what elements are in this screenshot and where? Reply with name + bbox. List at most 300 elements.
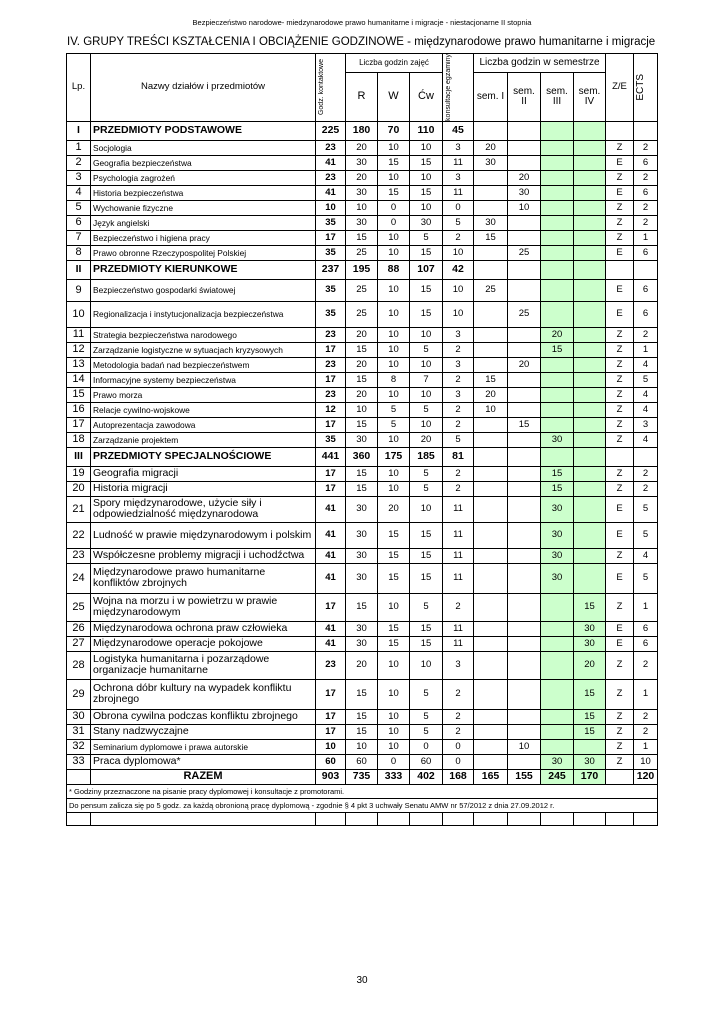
hours-r: 10 xyxy=(346,200,378,215)
exam-type: Z xyxy=(606,387,634,402)
contact-hours: 23 xyxy=(316,387,346,402)
total-s2: 155 xyxy=(508,769,541,784)
subject-name: Ludność w prawie międzynarodowym i polskim xyxy=(91,522,316,548)
section-cw: 107 xyxy=(410,260,443,279)
hours-cw: 10 xyxy=(410,327,443,342)
semester-1 xyxy=(474,342,508,357)
table-row xyxy=(67,372,658,387)
subject-name: Socjologia xyxy=(91,140,316,155)
contact-hours: 23 xyxy=(316,357,346,372)
hours-r: 30 xyxy=(346,155,378,170)
exam-type: Z xyxy=(606,709,634,724)
hours-w: 10 xyxy=(378,593,410,621)
hours-r: 15 xyxy=(346,481,378,496)
hours-r: 15 xyxy=(346,230,378,245)
subject-name: Geografia bezpieczeństwa xyxy=(91,155,316,170)
row-number: 30 xyxy=(67,709,91,724)
page-number: 30 xyxy=(356,975,368,986)
ects-points: 2 xyxy=(634,327,658,342)
contact-hours: 12 xyxy=(316,402,346,417)
table-row xyxy=(67,651,658,679)
total-ects: 120 xyxy=(634,769,658,784)
semester-2 xyxy=(508,548,541,563)
hours-w: 10 xyxy=(378,301,410,327)
table-row xyxy=(67,387,658,402)
contact-hours: 35 xyxy=(316,279,346,301)
semester-4 xyxy=(574,245,606,260)
subject-name: Międzynarodowe prawo humanitarne konfliktów zbrojnych xyxy=(91,563,316,593)
contact-hours: 17 xyxy=(316,724,346,739)
exam-type: E xyxy=(606,301,634,327)
semester-2 xyxy=(508,432,541,447)
section-name: PRZEDMIOTY SPECJALNOŚCIOWE xyxy=(91,447,316,466)
semester-1 xyxy=(474,496,508,522)
hours-r: 15 xyxy=(346,417,378,432)
contact-hours: 17 xyxy=(316,372,346,387)
contact-hours: 10 xyxy=(316,739,346,754)
semester-4 xyxy=(574,140,606,155)
hours-k: 0 xyxy=(443,739,474,754)
subject-name: Międzynarodowe operacje pokojowe xyxy=(91,636,316,651)
row-number: 13 xyxy=(67,357,91,372)
semester-2 xyxy=(508,481,541,496)
subject-name: Bezpieczeństwo i higiena pracy xyxy=(91,230,316,245)
hours-r: 15 xyxy=(346,466,378,481)
semester-1 xyxy=(474,548,508,563)
hours-r: 15 xyxy=(346,372,378,387)
subject-name: Metodologia badań nad bezpieczeństwem xyxy=(91,357,316,372)
semester-2: 15 xyxy=(508,417,541,432)
ze-cell xyxy=(606,260,634,279)
table-row xyxy=(67,140,658,155)
semester-3 xyxy=(541,724,574,739)
hours-cw: 15 xyxy=(410,636,443,651)
section-number: I xyxy=(67,121,91,140)
hours-cw: 15 xyxy=(410,155,443,170)
row-number: 33 xyxy=(67,754,91,769)
semester-1: 10 xyxy=(474,402,508,417)
row-number: 18 xyxy=(67,432,91,447)
hours-k: 10 xyxy=(443,301,474,327)
semester-3 xyxy=(541,357,574,372)
empty-cell xyxy=(410,812,443,825)
semester-2 xyxy=(508,636,541,651)
row-number: 19 xyxy=(67,466,91,481)
exam-type: Z xyxy=(606,372,634,387)
semester-1 xyxy=(474,327,508,342)
semester-4 xyxy=(574,548,606,563)
table-row xyxy=(67,417,658,432)
hours-k: 10 xyxy=(443,245,474,260)
hours-w: 0 xyxy=(378,754,410,769)
hours-k: 11 xyxy=(443,496,474,522)
hours-k: 0 xyxy=(443,754,474,769)
col-godz: Godz. kontaktowe xyxy=(316,54,346,122)
hours-cw: 5 xyxy=(410,342,443,357)
subject-name: Historia bezpieczeństwa xyxy=(91,185,316,200)
subject-name: Zarządzanie logistyczne w sytuacjach kryzysowych xyxy=(91,342,316,357)
semester-4 xyxy=(574,185,606,200)
hours-k: 3 xyxy=(443,170,474,185)
total-godz: 903 xyxy=(316,769,346,784)
col-ze: Z/E xyxy=(606,54,634,122)
semester-1 xyxy=(474,417,508,432)
footnote-row xyxy=(67,784,658,798)
hours-w: 10 xyxy=(378,230,410,245)
subject-name: Wojna na morzu i w powietrzu w prawie międzynarodowym xyxy=(91,593,316,621)
exam-type: Z xyxy=(606,724,634,739)
ze-cell xyxy=(606,447,634,466)
hours-w: 8 xyxy=(378,372,410,387)
sem-cell xyxy=(541,121,574,140)
hours-cw: 15 xyxy=(410,279,443,301)
table-row xyxy=(67,621,658,636)
empty-cell xyxy=(508,812,541,825)
table-row xyxy=(67,496,658,522)
hours-cw: 15 xyxy=(410,563,443,593)
subject-name: Relacje cywilno-wojskowe xyxy=(91,402,316,417)
row-number: 16 xyxy=(67,402,91,417)
ects-points: 6 xyxy=(634,636,658,651)
table-row xyxy=(67,155,658,170)
semester-3 xyxy=(541,140,574,155)
hours-r: 30 xyxy=(346,215,378,230)
section-cw: 110 xyxy=(410,121,443,140)
semester-4 xyxy=(574,215,606,230)
semester-2 xyxy=(508,522,541,548)
hours-w: 10 xyxy=(378,724,410,739)
table-row xyxy=(67,709,658,724)
semester-3: 30 xyxy=(541,432,574,447)
semester-4 xyxy=(574,279,606,301)
ects-points: 6 xyxy=(634,185,658,200)
table-row xyxy=(67,200,658,215)
semester-3 xyxy=(541,402,574,417)
col-sem2: sem. II xyxy=(508,73,541,122)
semester-3 xyxy=(541,372,574,387)
ects-points: 2 xyxy=(634,200,658,215)
hours-r: 20 xyxy=(346,387,378,402)
hours-cw: 60 xyxy=(410,754,443,769)
section-name: PRZEDMIOTY PODSTAWOWE xyxy=(91,121,316,140)
table-row xyxy=(67,593,658,621)
sem-cell xyxy=(474,121,508,140)
hours-k: 2 xyxy=(443,593,474,621)
exam-type: Z xyxy=(606,432,634,447)
hours-k: 11 xyxy=(443,185,474,200)
row-number: 27 xyxy=(67,636,91,651)
hours-w: 10 xyxy=(378,245,410,260)
hours-cw: 15 xyxy=(410,621,443,636)
subject-name: Strategia bezpieczeństwa narodowego xyxy=(91,327,316,342)
hours-cw: 15 xyxy=(410,185,443,200)
exam-type: Z xyxy=(606,200,634,215)
empty-row xyxy=(67,812,658,825)
hours-cw: 5 xyxy=(410,724,443,739)
table-row xyxy=(67,327,658,342)
subject-name: Logistyka humanitarna i pozarządowe organizacje humanitarne xyxy=(91,651,316,679)
table-row xyxy=(67,739,658,754)
empty-cell xyxy=(541,812,574,825)
exam-type: E xyxy=(606,245,634,260)
hours-k: 3 xyxy=(443,140,474,155)
contact-hours: 35 xyxy=(316,215,346,230)
subject-name: Międzynarodowa ochrona praw człowieka xyxy=(91,621,316,636)
col-r: R xyxy=(346,73,378,122)
section-r: 195 xyxy=(346,260,378,279)
hours-r: 30 xyxy=(346,432,378,447)
contact-hours: 17 xyxy=(316,417,346,432)
col-konsultacje: konsultacje egzaminy xyxy=(443,54,474,122)
ects-points: 1 xyxy=(634,739,658,754)
hours-k: 2 xyxy=(443,402,474,417)
contact-hours: 41 xyxy=(316,621,346,636)
row-number: 15 xyxy=(67,387,91,402)
hours-k: 2 xyxy=(443,230,474,245)
semester-4 xyxy=(574,327,606,342)
semester-4: 15 xyxy=(574,593,606,621)
exam-type: E xyxy=(606,563,634,593)
hours-cw: 10 xyxy=(410,651,443,679)
ects-points: 2 xyxy=(634,140,658,155)
hours-r: 15 xyxy=(346,679,378,709)
hours-r: 10 xyxy=(346,402,378,417)
semester-4 xyxy=(574,372,606,387)
empty-cell xyxy=(443,812,474,825)
semester-2 xyxy=(508,327,541,342)
semester-2 xyxy=(508,215,541,230)
hours-cw: 5 xyxy=(410,466,443,481)
hours-k: 5 xyxy=(443,215,474,230)
semester-4: 30 xyxy=(574,621,606,636)
hours-r: 30 xyxy=(346,548,378,563)
total-s4: 170 xyxy=(574,769,606,784)
contact-hours: 35 xyxy=(316,301,346,327)
exam-type: Z xyxy=(606,327,634,342)
section-k: 45 xyxy=(443,121,474,140)
section-godz: 225 xyxy=(316,121,346,140)
row-number: 26 xyxy=(67,621,91,636)
ects-points: 3 xyxy=(634,417,658,432)
table-row xyxy=(67,215,658,230)
exam-type: Z xyxy=(606,651,634,679)
semester-1 xyxy=(474,245,508,260)
semester-1 xyxy=(474,621,508,636)
ects-points: 1 xyxy=(634,593,658,621)
ects-points: 4 xyxy=(634,548,658,563)
ects-points: 1 xyxy=(634,342,658,357)
semester-4 xyxy=(574,432,606,447)
subject-name: Zarządzanie projektem xyxy=(91,432,316,447)
sem-cell xyxy=(474,447,508,466)
semester-3 xyxy=(541,170,574,185)
semester-2 xyxy=(508,279,541,301)
table-row xyxy=(67,301,658,327)
contact-hours: 17 xyxy=(316,481,346,496)
semester-3 xyxy=(541,636,574,651)
semester-4 xyxy=(574,481,606,496)
contact-hours: 17 xyxy=(316,679,346,709)
semester-1 xyxy=(474,563,508,593)
contact-hours: 17 xyxy=(316,230,346,245)
table-row xyxy=(67,170,658,185)
semester-2 xyxy=(508,679,541,709)
table-row xyxy=(67,342,658,357)
semester-3: 15 xyxy=(541,466,574,481)
row-number: 20 xyxy=(67,481,91,496)
hours-k: 5 xyxy=(443,432,474,447)
ects-points: 6 xyxy=(634,301,658,327)
semester-2 xyxy=(508,372,541,387)
empty-cell xyxy=(474,812,508,825)
hours-k: 3 xyxy=(443,357,474,372)
hours-r: 25 xyxy=(346,279,378,301)
hours-r: 15 xyxy=(346,593,378,621)
row-number: 23 xyxy=(67,548,91,563)
subject-name: Wychowanie fizyczne xyxy=(91,200,316,215)
ects-points: 2 xyxy=(634,466,658,481)
row-number: 7 xyxy=(67,230,91,245)
empty-cell xyxy=(91,812,316,825)
ects-points: 5 xyxy=(634,563,658,593)
semester-3 xyxy=(541,279,574,301)
semester-2 xyxy=(508,724,541,739)
semester-3 xyxy=(541,417,574,432)
hours-k: 2 xyxy=(443,481,474,496)
semester-3: 15 xyxy=(541,342,574,357)
semester-4 xyxy=(574,402,606,417)
section-cw: 185 xyxy=(410,447,443,466)
semester-1: 15 xyxy=(474,230,508,245)
subject-name: Spory międzynarodowe, użycie siły i odpowiedzialność międzynarodowa xyxy=(91,496,316,522)
subject-name: Praca dyplomowa* xyxy=(91,754,316,769)
exam-type: Z xyxy=(606,230,634,245)
hours-w: 5 xyxy=(378,402,410,417)
hours-r: 10 xyxy=(346,739,378,754)
table-row xyxy=(67,466,658,481)
section-row xyxy=(67,121,658,140)
hours-w: 10 xyxy=(378,170,410,185)
ects-points: 6 xyxy=(634,621,658,636)
semester-1 xyxy=(474,593,508,621)
row-number: 8 xyxy=(67,245,91,260)
hours-w: 10 xyxy=(378,679,410,709)
hours-w: 10 xyxy=(378,387,410,402)
section-number: III xyxy=(67,447,91,466)
subject-name: Psychologia zagrożeń xyxy=(91,170,316,185)
contact-hours: 35 xyxy=(316,245,346,260)
semester-3: 30 xyxy=(541,548,574,563)
contact-hours: 23 xyxy=(316,140,346,155)
hours-k: 3 xyxy=(443,327,474,342)
hours-r: 25 xyxy=(346,245,378,260)
hours-r: 30 xyxy=(346,621,378,636)
contact-hours: 10 xyxy=(316,200,346,215)
empty-cell xyxy=(67,812,91,825)
section-number: II xyxy=(67,260,91,279)
contact-hours: 17 xyxy=(316,593,346,621)
row-number: 22 xyxy=(67,522,91,548)
hours-k: 2 xyxy=(443,417,474,432)
curriculum-table xyxy=(66,53,658,826)
total-ze xyxy=(606,769,634,784)
hours-k: 2 xyxy=(443,372,474,387)
col-sem3: sem. III xyxy=(541,73,574,122)
contact-hours: 35 xyxy=(316,432,346,447)
section-k: 42 xyxy=(443,260,474,279)
semester-2: 10 xyxy=(508,739,541,754)
sem-cell xyxy=(574,447,606,466)
semester-4 xyxy=(574,387,606,402)
semester-2 xyxy=(508,140,541,155)
semester-3 xyxy=(541,679,574,709)
semester-2: 10 xyxy=(508,200,541,215)
sem-cell xyxy=(508,260,541,279)
sem-cell xyxy=(508,121,541,140)
semester-2 xyxy=(508,563,541,593)
sem-cell xyxy=(474,260,508,279)
section-row xyxy=(67,260,658,279)
empty-cell xyxy=(574,812,606,825)
semester-4: 15 xyxy=(574,709,606,724)
table-row xyxy=(67,357,658,372)
subject-name: Prawo obronne Rzeczypospolitej Polskiej xyxy=(91,245,316,260)
hours-cw: 10 xyxy=(410,417,443,432)
total-s3: 245 xyxy=(541,769,574,784)
hours-cw: 15 xyxy=(410,522,443,548)
hours-w: 15 xyxy=(378,563,410,593)
row-number: 24 xyxy=(67,563,91,593)
hours-r: 20 xyxy=(346,357,378,372)
hours-w: 15 xyxy=(378,522,410,548)
hours-k: 11 xyxy=(443,548,474,563)
exam-type: Z xyxy=(606,679,634,709)
total-label: RAZEM xyxy=(91,769,316,784)
semester-2 xyxy=(508,342,541,357)
subject-name: Obrona cywilna podczas konfliktu zbrojnego xyxy=(91,709,316,724)
contact-hours: 41 xyxy=(316,522,346,548)
semester-1 xyxy=(474,185,508,200)
semester-3 xyxy=(541,230,574,245)
semester-4 xyxy=(574,342,606,357)
hours-k: 2 xyxy=(443,679,474,709)
semester-3 xyxy=(541,215,574,230)
exam-type: Z xyxy=(606,466,634,481)
exam-type: Z xyxy=(606,754,634,769)
table-row xyxy=(67,724,658,739)
semester-4 xyxy=(574,170,606,185)
table-row xyxy=(67,636,658,651)
hours-r: 30 xyxy=(346,496,378,522)
ects-points: 2 xyxy=(634,481,658,496)
semester-4 xyxy=(574,230,606,245)
ects-points: 2 xyxy=(634,215,658,230)
empty-cell xyxy=(606,812,634,825)
semester-1 xyxy=(474,651,508,679)
contact-hours: 23 xyxy=(316,327,346,342)
hours-r: 15 xyxy=(346,724,378,739)
hours-w: 10 xyxy=(378,327,410,342)
hours-cw: 5 xyxy=(410,402,443,417)
table-row xyxy=(67,402,658,417)
ects-points: 4 xyxy=(634,432,658,447)
hours-r: 60 xyxy=(346,754,378,769)
hours-w: 10 xyxy=(378,481,410,496)
semester-4 xyxy=(574,739,606,754)
hours-r: 25 xyxy=(346,301,378,327)
semester-4 xyxy=(574,200,606,215)
semester-3 xyxy=(541,621,574,636)
